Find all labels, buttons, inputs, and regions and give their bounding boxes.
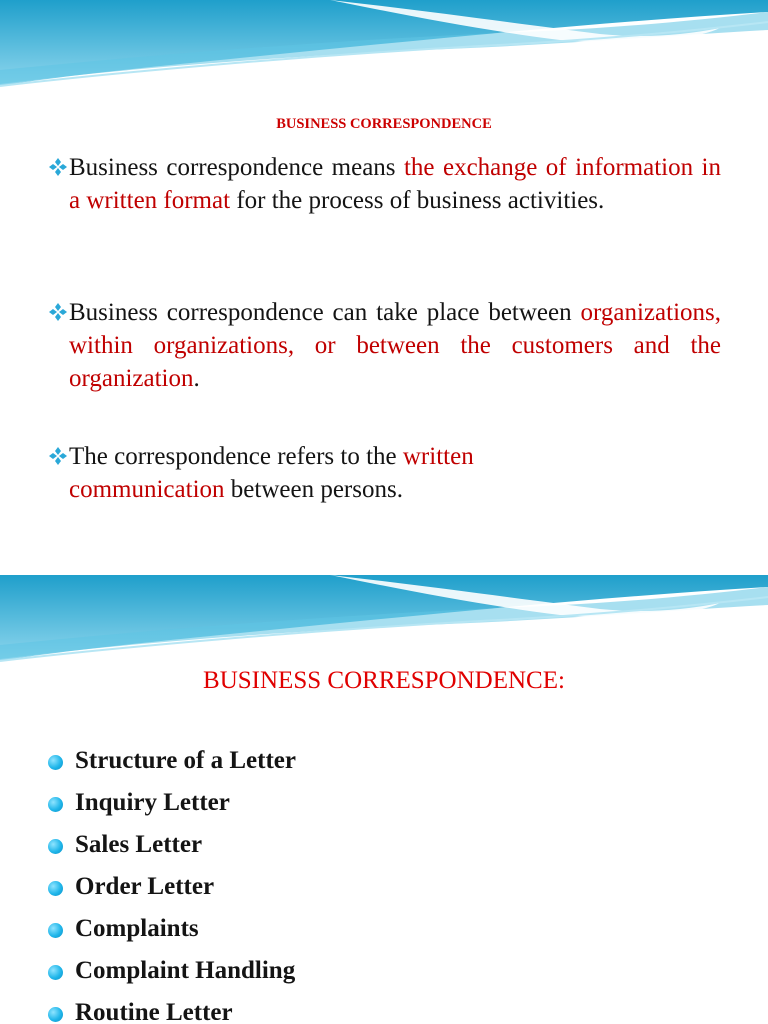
wave-header-decoration <box>0 0 768 90</box>
paragraph-text: The correspondence refers to the <box>69 443 403 470</box>
paragraph-1 <box>48 151 721 217</box>
paragraph-text: between persons. <box>224 476 403 503</box>
highlighted-text: the exchange of information in a written format <box>69 154 721 214</box>
list-item <box>48 911 296 953</box>
list-item <box>48 995 296 1024</box>
list-item <box>48 869 296 911</box>
list-item-label: Order Letter <box>75 873 215 900</box>
list-item <box>48 953 296 995</box>
dot-bullet-icon <box>48 965 63 980</box>
dot-bullet-icon <box>48 797 63 812</box>
paragraph-text: . <box>193 365 200 392</box>
topic-list <box>48 743 296 1024</box>
paragraph-2 <box>48 296 721 395</box>
highlighted-text: organizations, within organizations, or between the customers and the organization <box>69 299 721 392</box>
list-item <box>48 743 296 785</box>
list-item <box>48 785 296 827</box>
slide-2 <box>0 575 768 1024</box>
list-item-label: Complaint Handling <box>75 957 296 984</box>
paragraph-text: for the process of business activities. <box>230 187 605 214</box>
slide-title: BUSINESS CORRESPONDENCE <box>276 116 492 132</box>
dot-bullet-icon <box>48 923 63 938</box>
dot-bullet-icon <box>48 839 63 854</box>
highlighted-text: written communication <box>69 443 474 503</box>
paragraph-3 <box>48 440 608 506</box>
dot-bullet-icon <box>48 1007 63 1022</box>
list-item-label: Complaints <box>75 915 199 942</box>
list-item-label: Routine Letter <box>75 999 233 1024</box>
paragraph-text: Business correspondence can take place between <box>69 299 581 326</box>
list-item-label: Sales Letter <box>75 831 203 858</box>
diamond-bullet-icon <box>48 302 68 322</box>
diamond-bullet-icon <box>48 446 68 466</box>
list-item <box>48 827 296 869</box>
wave-header-decoration <box>0 575 768 665</box>
diamond-bullet-icon <box>48 157 68 177</box>
list-item-label: Inquiry Letter <box>75 789 230 816</box>
paragraph-text: Business correspondence means <box>69 154 404 181</box>
list-item-label: Structure of a Letter <box>75 747 296 774</box>
dot-bullet-icon <box>48 755 63 770</box>
dot-bullet-icon <box>48 881 63 896</box>
slide-title: BUSINESS CORRESPONDENCE: <box>203 667 565 694</box>
